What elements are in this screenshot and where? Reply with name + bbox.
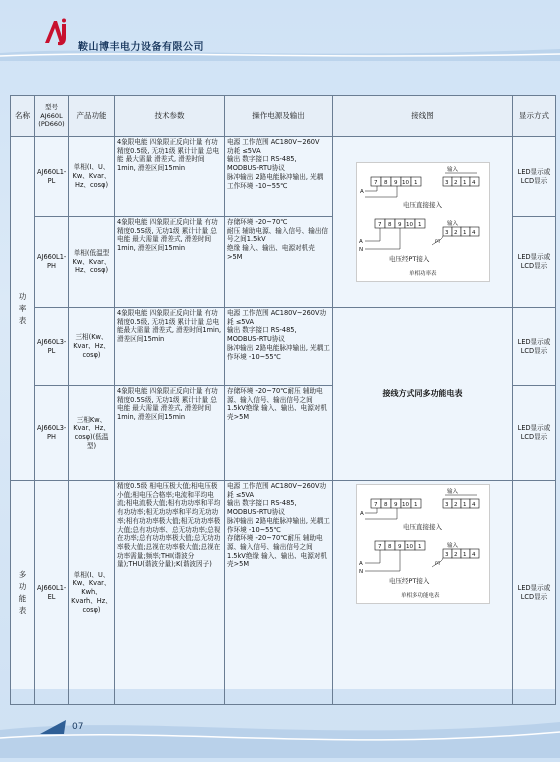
svg-text:A: A — [359, 189, 364, 195]
svg-text:PT: PT — [434, 240, 440, 245]
header-wiring: 接线图 — [333, 96, 513, 137]
wiring-diagram-multifunction — [333, 481, 513, 705]
wiring-diagram-svg — [357, 485, 489, 603]
svg-text:1: 1 — [462, 230, 466, 236]
model-cell: AJ660L3-PL — [35, 308, 69, 386]
function-cell: 单相(I、U、Kw、Kvar、Hz、cosφ) — [69, 137, 115, 217]
display-cell: LED显示或LCD显示 — [513, 386, 556, 481]
footer-wave-decoration — [0, 700, 560, 758]
svg-text:N: N — [358, 569, 363, 575]
svg-text:10: 10 — [401, 502, 409, 508]
display-cell: LED显示或LCD显示 — [513, 481, 556, 705]
svg-text:7: 7 — [377, 222, 381, 228]
svg-text:7: 7 — [377, 544, 381, 550]
model-cell: AJ660L1-PL — [35, 137, 69, 217]
svg-text:8: 8 — [387, 544, 391, 550]
svg-text:2: 2 — [453, 552, 457, 558]
function-cell: 三相Kw、Kvar、Hz、cosφ)(低温型) — [69, 386, 115, 481]
table-header-row — [11, 96, 556, 137]
company-name: 鞍山博丰电力设备有限公司 — [78, 42, 204, 53]
svg-text:1: 1 — [462, 502, 466, 508]
svg-text:9: 9 — [397, 544, 401, 550]
input-label: 输入 — [446, 167, 458, 173]
svg-text:4: 4 — [471, 230, 475, 236]
svg-text:10: 10 — [405, 222, 413, 228]
category-multifunction-meter: 多功能表 — [11, 481, 35, 705]
product-spec-table — [10, 95, 556, 705]
svg-text:10: 10 — [405, 544, 413, 550]
svg-text:1: 1 — [413, 180, 417, 186]
model-cell: AJ660L3-PH — [35, 386, 69, 481]
tech-cell: 精度0.5级 相电压极大值;相电压极小值;相电压合格率;电流和平均电流;相电流极大值;相有功功率和平均有功功率;相无功功率和平均无功功率;相有功功率极大值;相无功功率极大值;总有功功率、总无功功率;总视在功率;总有功功率极大值;总无功功率极大值;总视在功率极大值;总视在功率需量;频率;THI(谐波分量);THU(谐波分量);K(谐波因子) — [115, 481, 225, 705]
svg-text:9: 9 — [393, 502, 397, 508]
svg-text:电压经PT接入: 电压经PT接入 — [388, 577, 429, 585]
svg-text:10: 10 — [401, 180, 409, 186]
svg-text:输入: 输入 — [446, 489, 458, 495]
svg-text:输入: 输入 — [446, 543, 458, 549]
svg-text:7: 7 — [373, 180, 377, 186]
svg-text:1: 1 — [417, 544, 421, 550]
svg-text:1: 1 — [413, 502, 417, 508]
model-cell: AJ660L1-EL — [35, 481, 69, 705]
power-cell: 存储环境 -20~70℃耐压 辅助电源、输入信号、输出信号之间1.5kV绝缘 输入、输出、电源对机壳>5M — [225, 386, 333, 481]
function-cell: 单相(低温型Kw、Kvar、Hz、cosφ) — [69, 217, 115, 308]
display-cell: LED显示或LCD显示 — [513, 217, 556, 308]
table-row — [11, 308, 556, 386]
svg-text:A: A — [358, 561, 363, 567]
diagram-caption: 单相多功能电表 — [400, 593, 440, 599]
function-cell: 单相(I、U、Kw、Kvar、Kwh、Kvarh、Hz、cosφ) — [69, 481, 115, 705]
tech-cell: 4象限电能 四象限正反向计量 有功精度0.5S级, 无功1级 累计计量 总电能 最大需量 滑差式, 滑差时间1min, 滑差区间15min — [115, 217, 225, 308]
svg-text:N: N — [358, 247, 363, 253]
power-cell: 存储环境 -20~70℃ 耐压 辅助电源、输入信号、输出信号之间1.5kV 绝缘 输入、输出、电源对机壳>5M — [225, 217, 333, 308]
header-tech: 技术参数 — [115, 96, 225, 137]
header-name: 名称 — [11, 96, 35, 137]
header-model: 型号 AJ660L (PD660) — [35, 96, 69, 137]
svg-text:8: 8 — [383, 180, 387, 186]
svg-text:2: 2 — [453, 502, 457, 508]
diagram-caption: 单相功率表 — [408, 271, 437, 277]
tech-cell: 4象限电能 四象限正反向计量 有功精度0.5级, 无功1级 累计计量 总电能最大需量 滑差式, 滑差时间1min, 滑差区间15min — [115, 308, 225, 386]
product-spec-sheet — [10, 95, 555, 689]
header-function: 产品功能 — [69, 96, 115, 137]
direct-connection-label: 电压直接接入 — [402, 201, 442, 209]
svg-text:4: 4 — [471, 552, 475, 558]
power-cell: 电源 工作范围 AC180V~260V功耗 ≤5VA 输出 数字接口 RS-485, MODBUS-RTU协议 脉冲输出 2路电能脉冲输出, 光耦工作环境 -10~55℃ 存储环境 -20~70℃耐压 辅助电源、输入信号、输出信号之间1.5kV绝缘 输入、输出、电源对机壳>5M — [225, 481, 333, 705]
svg-text:2: 2 — [453, 180, 457, 186]
tech-cell: 4象限电能 四象限正反向计量 有功精度0.5S级, 无功1级 累计计量 总电能 最大需量 滑差式, 滑差时间1min, 滑差区间15min — [115, 386, 225, 481]
header-display: 显示方式 — [513, 96, 556, 137]
svg-text:电压直接接入: 电压直接接入 — [402, 523, 442, 531]
table-row — [11, 137, 556, 217]
svg-text:A: A — [359, 511, 364, 517]
svg-text:A: A — [358, 239, 363, 245]
page-number: 07 — [72, 722, 84, 732]
page-footer — [0, 700, 560, 758]
display-cell: LED显示或LCD显示 — [513, 308, 556, 386]
svg-text:8: 8 — [387, 222, 391, 228]
pt-connection-label: 电压经PT接入 — [388, 255, 429, 263]
svg-text:1: 1 — [462, 180, 466, 186]
company-logo — [42, 18, 72, 46]
three-phase-wiring-note: 接线方式同多功能电表 — [382, 388, 463, 398]
display-cell: LED显示或LCD显示 — [513, 137, 556, 217]
svg-text:9: 9 — [393, 180, 397, 186]
power-cell: 电源 工作范围 AC180V~260V功耗 ≤5VA 输出 数字接口 RS-485, MODBUS-RTU协议 脉冲输出 2路电能脉冲输出, 光耦工作环境 -10~55℃ — [225, 308, 333, 386]
svg-text:3: 3 — [444, 552, 448, 558]
svg-text:1: 1 — [462, 552, 466, 558]
wiring-diagram — [356, 484, 490, 604]
category-power-meter: 功率表 — [11, 137, 35, 481]
wiring-diagram-single-power — [333, 137, 513, 308]
function-cell: 三相(Kw、Kvar、Hz、cosφ) — [69, 308, 115, 386]
wiring-note-three-phase — [333, 308, 513, 481]
svg-text:PT: PT — [434, 562, 440, 567]
svg-text:8: 8 — [383, 502, 387, 508]
svg-text:输入: 输入 — [446, 221, 458, 227]
svg-text:3: 3 — [444, 230, 448, 236]
wiring-diagram-svg — [357, 163, 489, 281]
svg-text:4: 4 — [471, 180, 475, 186]
svg-text:1: 1 — [417, 222, 421, 228]
tech-cell: 4象限电能 四象限正反向计量 有功精度0.5级, 无功1级 累计计量 总电能 最大需量 滑差式, 滑差时间1min, 滑差区间15min — [115, 137, 225, 217]
power-cell: 电源 工作范围 AC180V~260V 功耗 ≤5VA 输出 数字接口 RS-485, MODBUS-RTU协议 脉冲输出 2路电能脉冲输出, 光耦 工作环境 -10~55℃ — [225, 137, 333, 217]
svg-text:9: 9 — [397, 222, 401, 228]
svg-text:4: 4 — [471, 502, 475, 508]
page-header — [0, 0, 560, 60]
svg-text:3: 3 — [444, 502, 448, 508]
table-row — [11, 481, 556, 705]
model-cell: AJ660L1-PH — [35, 217, 69, 308]
wiring-diagram — [356, 162, 490, 282]
header-power: 操作电源及输出 — [225, 96, 333, 137]
svg-text:3: 3 — [444, 180, 448, 186]
svg-text:2: 2 — [453, 230, 457, 236]
svg-text:7: 7 — [373, 502, 377, 508]
